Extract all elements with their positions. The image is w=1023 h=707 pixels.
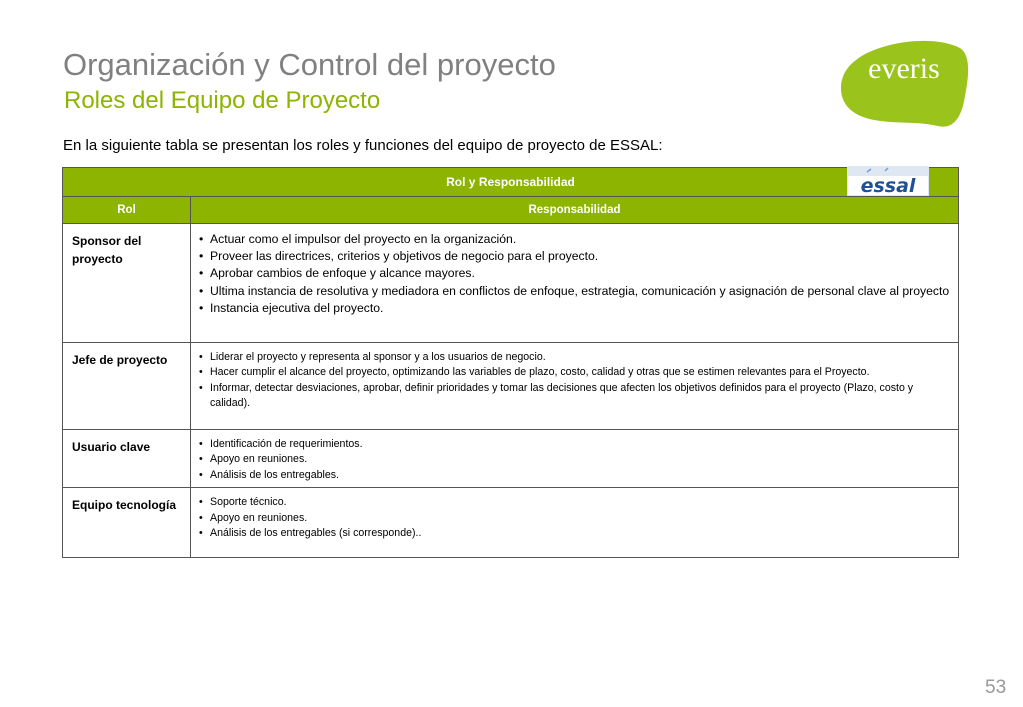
- list-item: • Análisis de los entregables (si corresponde)..: [199, 526, 950, 541]
- role-cell: Usuario clave: [63, 430, 191, 488]
- list-item: • Actuar como el impulsor del proyecto en la organización.: [199, 231, 950, 248]
- table-title-row: [63, 168, 959, 197]
- table-title: Rol y Responsabilidad: [446, 175, 575, 189]
- list-item: • Liderar el proyecto y representa al sponsor y a los usuarios de negocio.: [199, 350, 950, 365]
- role-cell: Jefe de proyecto: [63, 343, 191, 430]
- list-item: • Identificación de requerimientos.: [199, 437, 950, 452]
- resp-cell: [191, 343, 959, 430]
- page-title: Organización y Control del proyecto: [63, 47, 556, 82]
- list-item: • Apoyo en reuniones.: [199, 511, 950, 526]
- list-item: • Informar, detectar desviaciones, aprobar, definir prioridades y tomar las decisiones que afecten los objetivos definidos para el proyecto (Plazo, costo y calidad).: [199, 381, 950, 412]
- table-row: [63, 488, 959, 558]
- col-header-responsabilidad: Responsabilidad: [191, 197, 959, 224]
- everis-logo: [838, 38, 970, 130]
- essal-logo-text: essal: [860, 175, 916, 196]
- page-subtitle: Roles del Equipo de Proyecto: [64, 87, 381, 114]
- role-cell: Equipo tecnología: [63, 488, 191, 558]
- resp-list: [199, 350, 950, 412]
- table-row: [63, 224, 959, 343]
- list-item: • Aprobar cambios de enfoque y alcance mayores.: [199, 265, 950, 282]
- resp-list: [199, 437, 950, 483]
- resp-cell: [191, 224, 959, 343]
- resp-cell: [191, 430, 959, 488]
- essal-logo: [847, 166, 929, 196]
- list-item: • Ultima instancia de resolutiva y mediadora en conflictos de enfoque, estrategia, comunicación y asignación de personal clave al proyecto: [199, 283, 950, 300]
- table-row: [63, 343, 959, 430]
- column-header-row: [63, 197, 959, 224]
- resp-list: [199, 231, 950, 317]
- role-cell: Sponsor del proyecto: [63, 224, 191, 343]
- list-item: • Instancia ejecutiva del proyecto.: [199, 300, 950, 317]
- list-item: • Análisis de los entregables.: [199, 468, 950, 483]
- list-item: • Hacer cumplir el alcance del proyecto, optimizando las variables de plazo, costo, calidad y otras que se estimen relevantes para el Proyecto.: [199, 365, 950, 380]
- resp-list: [199, 495, 950, 541]
- list-item: • Apoyo en reuniones.: [199, 452, 950, 467]
- resp-cell: [191, 488, 959, 558]
- col-header-rol: Rol: [63, 197, 191, 224]
- list-item: • Soporte técnico.: [199, 495, 950, 510]
- intro-text: En la siguiente tabla se presentan los roles y funciones del equipo de proyecto de ESSAL:: [63, 137, 663, 154]
- roles-table: [62, 167, 959, 558]
- page-number: 53: [985, 677, 1007, 698]
- table-row: [63, 430, 959, 488]
- list-item: • Proveer las directrices, criterios y objetivos de negocio para el proyecto.: [199, 248, 950, 265]
- everis-logo-text: everis: [868, 52, 940, 85]
- table-title-cell: [63, 168, 959, 197]
